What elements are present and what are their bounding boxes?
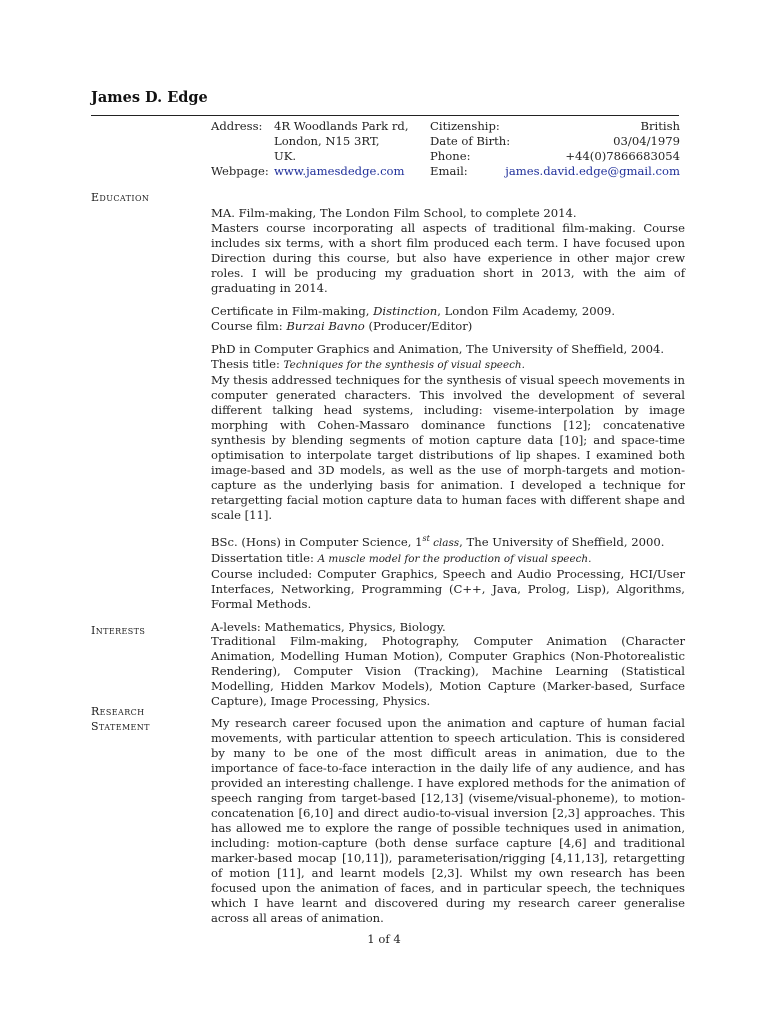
address-line: UK.	[274, 149, 297, 163]
research-heading-line1: Research	[91, 705, 145, 718]
dissertation-label: Dissertation title:	[211, 551, 318, 565]
alevels: A-levels: Mathematics, Physics, Biology.	[211, 620, 446, 634]
address-line: London, N15 3RT,	[274, 134, 380, 148]
bsc-title	[211, 531, 685, 551]
phone-value: +44(0)7866683054	[565, 149, 680, 163]
education-heading: Education	[91, 191, 150, 204]
page-title: James D. Edge	[91, 89, 208, 106]
education-section	[211, 206, 685, 635]
certificate-text: Certificate in Film-making,	[211, 304, 374, 318]
ma-description: Masters course incorporating all aspects of traditional film-making. Course includes six terms, with a short film produced each term. I have focused upon Direction during this course, but also have experience in other major crew roles. I will be producing my graduation short in 2013, with the aim of graduating in 2014.	[211, 221, 685, 295]
webpage-label: Webpage:	[211, 164, 269, 178]
header-rule	[91, 115, 679, 116]
contact-values-right	[500, 119, 680, 179]
email-label: Email:	[430, 164, 468, 178]
dissertation-line	[211, 551, 685, 567]
contact-values-left	[274, 119, 409, 179]
contact-labels-left	[211, 119, 269, 179]
course-film-role: (Producer/Editor)	[364, 319, 473, 333]
certificate-line	[211, 304, 685, 319]
address-label: Address:	[211, 119, 263, 133]
research-statement: My research career focused upon the animation and capture of human facial movements, with particular attention to speech articulation. This is considered by many to be one of the most difficult areas in animation, due to the importance of face-to-face interaction in the daily life of any audience, and has provided an interesting challenge. I have explored methods for the animation of speech ranging from target-based [12,13] (viseme/visual-phoneme), to motion-concatenation [6,10] and direct audio-to-visual inversion [2,3] approaches. This has allowed me to explore the range of possible techniques used in animation, including: motion-capture (both dense surface capture [4,6] and traditional marker-based mocap [10,11]), parameterisation/rigging [4,11,13], retargetting of motion [11], and learnt models [2,3]. Whilst my own research has been focused upon the animation of faces, and in particular speech, the techniques which I have learnt and discovered during my research career generalise across all areas of animation.	[211, 716, 685, 925]
thesis-line	[211, 357, 685, 373]
page-number: 1 of 4	[367, 932, 401, 946]
phone-label: Phone:	[430, 149, 471, 163]
email-link[interactable]: james.david.edge@gmail.com	[505, 164, 680, 178]
ma-title: MA. Film-making, The London Film School, to complete 2014.	[211, 206, 577, 220]
bsc-superscript: st	[422, 534, 430, 543]
bsc-class: class	[429, 537, 460, 549]
phd-title: PhD in Computer Graphics and Animation, The University of Sheffield, 2004.	[211, 342, 665, 356]
bsc-text-end: , The University of Sheffield, 2000.	[459, 535, 665, 549]
certificate-distinction: Distinction	[373, 304, 438, 318]
thesis-label: Thesis title:	[211, 357, 284, 371]
research-heading-line2: Statement	[91, 720, 150, 733]
thesis-title: Techniques for the synthesis of visual speech.	[283, 359, 525, 371]
citizenship-value: British	[640, 119, 680, 133]
citizenship-label: Citizenship:	[430, 119, 500, 133]
bsc-course: Course included: Computer Graphics, Speech and Audio Processing, HCI/User Interfaces, Networking, Programming (C++, Java, Prolog, Lisp), Algorithms, Formal Methods.	[211, 567, 685, 611]
interests-heading: Interests	[91, 624, 146, 637]
interests-text: Traditional Film-making, Photography, Computer Animation (Character Animation, Modelling Human Motion), Computer Graphics (Non-Photorealistic Rendering), Computer Vision (Tracking), Machine Learning (Statistical Modelling, Hidden Markov Models), Motion Capture (Marker-based, Surface Capture), Image Processing, Physics.	[211, 634, 685, 708]
certificate-text-end: , London Film Academy, 2009.	[437, 304, 616, 318]
course-film-line	[211, 319, 685, 334]
address-line: 4R Woodlands Park rd,	[274, 119, 409, 133]
webpage-link[interactable]: www.jamesdedge.com	[274, 164, 405, 178]
course-film-label: Course film:	[211, 319, 287, 333]
contact-labels-right	[430, 119, 510, 179]
dob-value: 03/04/1979	[613, 134, 680, 148]
dob-label: Date of Birth:	[430, 134, 511, 148]
course-film-title: Burzai Bavno	[286, 319, 365, 333]
phd-description: My thesis addressed techniques for the synthesis of visual speech movements in computer generated characters. This involved the development of several different talking head systems, including: viseme-interpolation by image morphing with Cohen-Massaro dominance functions [12]; concatenative synthesis by blending segments of motion capture data [10]; and space-time optimisation to interpolate target distributions of lip shapes. I examined both image-based and 3D models, as well as the use of morph-targets and motion-capture as the underlying basis for animation. I developed a technique for retargetting facial motion capture data to human faces with different shape and scale [11].	[211, 373, 685, 522]
dissertation-title: A muscle model for the production of visual speech.	[317, 553, 592, 565]
bsc-text: BSc. (Hons) in Computer Science, 1	[211, 535, 423, 549]
